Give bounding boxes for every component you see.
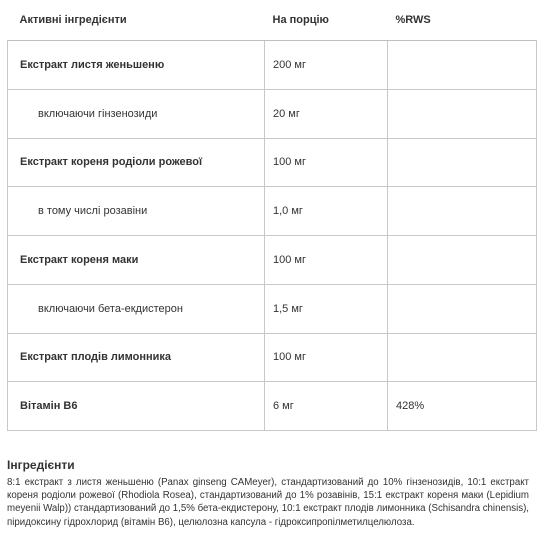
ingredient-amount: 6 мг (265, 382, 388, 431)
ingredient-name: Екстракт листя женьшеню (8, 41, 265, 90)
ingredient-amount: 1,0 мг (265, 187, 388, 236)
ingredient-amount: 100 мг (265, 333, 388, 382)
ingredient-name: Екстракт кореня маки (8, 236, 265, 285)
ingredient-amount: 100 мг (265, 138, 388, 187)
table-row (8, 284, 537, 333)
table-row (8, 89, 537, 138)
table-row (8, 138, 537, 187)
ingredient-rws (388, 284, 537, 333)
ingredient-rws (388, 187, 537, 236)
ingredient-name: включаючи бета-екдистерон (8, 284, 265, 333)
header-per-serving: На порцію (265, 0, 388, 41)
table-row (8, 236, 537, 285)
ingredient-name: в тому числі розавіни (8, 187, 265, 236)
table-row (8, 187, 537, 236)
header-rws: %RWS (388, 0, 537, 41)
ingredient-rws (388, 236, 537, 285)
ingredient-amount: 20 мг (265, 89, 388, 138)
ingredient-rws: 428% (388, 382, 537, 431)
table-header-row (8, 0, 537, 41)
ingredients-section (7, 458, 529, 529)
ingredient-rws (388, 89, 537, 138)
ingredient-rws (388, 41, 537, 90)
ingredient-amount: 200 мг (265, 41, 388, 90)
ingredient-name: включаючи гінзенозиди (8, 89, 265, 138)
ingredient-amount: 1,5 мг (265, 284, 388, 333)
header-active-ingredients: Активні інгредієнти (8, 0, 265, 41)
supplement-facts-table (7, 0, 537, 431)
table-row (8, 382, 537, 431)
ingredients-heading: Інгредієнти (7, 458, 75, 472)
ingredient-amount: 100 мг (265, 236, 388, 285)
ingredient-name: Екстракт плодів лимонника (8, 333, 265, 382)
ingredient-rws (388, 138, 537, 187)
ingredient-name: Вітамін В6 (8, 382, 265, 431)
ingredient-name: Екстракт кореня родіоли рожевої (8, 138, 265, 187)
table-row (8, 41, 537, 90)
ingredients-text: 8:1 екстракт з листя женьшеню (Panax ginseng CAMeyer), стандартизований до 10% гінзенозидів, 10:1 екстракт кореня родіоли рожевої (Rhodiola Rosea), стандартизований до 1% розавінів, 15:1 екстракт кореня маки (Lepidium meyenii Walp)) стандартизований до 1,5% бета-екдистерону, 10:1 екстракт плодів лимонника (Schisandra chinensis), піридоксину гідрохлорид (вітамін В6), целюлозна капсула - гідроксипропілметилцелюлоза. (7, 477, 529, 528)
table-row (8, 333, 537, 382)
ingredient-rws (388, 333, 537, 382)
